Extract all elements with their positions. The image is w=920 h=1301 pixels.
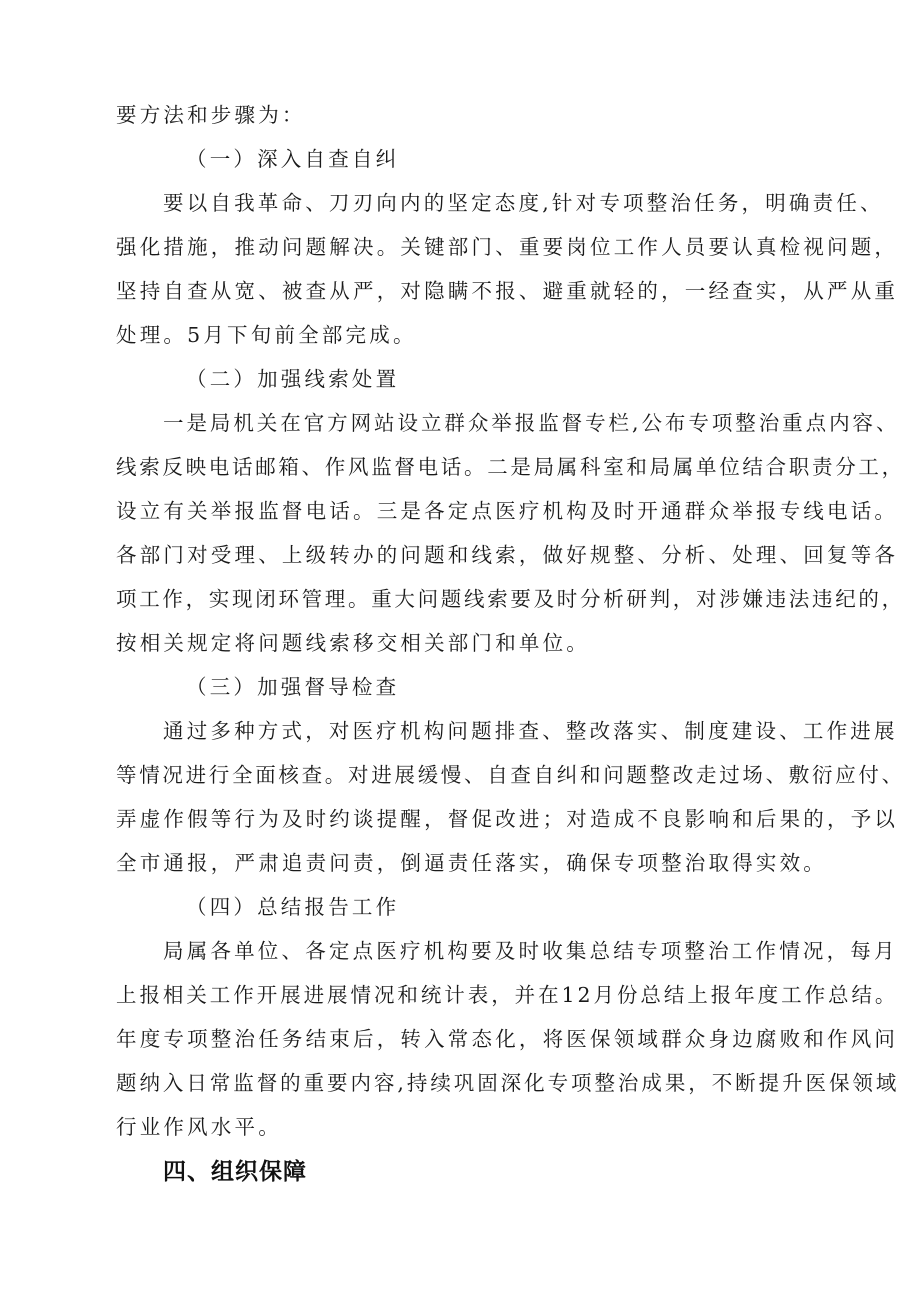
section-4-line-3: 年度专项整治任务结束后，转入常态化，将医保领域群众身边腐败和作风问: [116, 1027, 899, 1051]
intro-line: 要方法和步骤为：: [116, 103, 306, 127]
section-2-line-6: 按相关规定将问题线索移交相关部门和单位。: [116, 631, 590, 655]
chapter-heading: 四、组织保障: [163, 1159, 307, 1185]
section-2-line-1: 一是局机关在官方网站设立群众举报监督专栏,公布专项整治重点内容、: [163, 411, 900, 435]
section-1-line-2: 强化措施，推动问题解决。关键部门、重要岗位工作人员要认真检视问题，: [116, 235, 899, 259]
section-1-line-3: 坚持自查从宽、被查从严，对隐瞒不报、避重就轻的，一经查实，从严从重: [116, 279, 899, 303]
section-1-line-1: 要以自我革命、刀刃向内的坚定态度,针对专项整治任务，明确责任、: [163, 191, 884, 215]
section-4-line-2: 上报相关工作开展进展情况和统计表，并在12月份总结上报年度工作总结。: [116, 983, 899, 1007]
section-4-heading: （四）总结报告工作: [186, 895, 400, 919]
section-3-line-1: 通过多种方式，对医疗机构问题排查、整改落实、制度建设、工作进展: [163, 719, 898, 743]
section-3-line-2: 等情况进行全面核查。对进展缓慢、自查自纠和问题整改走过场、敷衍应付、: [116, 763, 905, 787]
section-2-line-4: 各部门对受理、上级转办的问题和线索，做好规整、分析、处理、回复等各: [116, 543, 899, 567]
section-1-line-4: 处理。5月下旬前全部完成。: [116, 323, 417, 347]
section-3-line-3: 弄虚作假等行为及时约谈提醒，督促改进；对造成不良影响和后果的，予以: [116, 807, 899, 831]
section-2-heading: （二）加强线索处置: [186, 367, 400, 391]
section-2-line-2: 线索反映电话邮箱、作风监督电话。二是局属科室和局属单位结合职责分工，: [116, 455, 905, 479]
section-4-line-4: 题纳入日常监督的重要内容,持续巩固深化专项整治成果，不断提升医保领域: [116, 1071, 900, 1095]
section-4-line-1: 局属各单位、各定点医疗机构要及时收集总结专项整治工作情况，每月: [163, 939, 898, 963]
section-2-line-3: 设立有关举报监督电话。三是各定点医疗机构及时开通群众举报专线电话。: [116, 499, 899, 523]
section-4-line-5: 行业作风水平。: [116, 1115, 282, 1139]
section-3-heading: （三）加强督导检查: [186, 675, 400, 699]
section-2-line-5: 项工作，实现闭环管理。重大问题线索要及时分析研判，对涉嫌违法违纪的，: [116, 587, 905, 611]
section-1-heading: （一）深入自查自纠: [186, 147, 400, 171]
section-3-line-4: 全市通报，严肃追责问责，倒逼责任落实，确保专项整治取得实效。: [116, 851, 827, 875]
